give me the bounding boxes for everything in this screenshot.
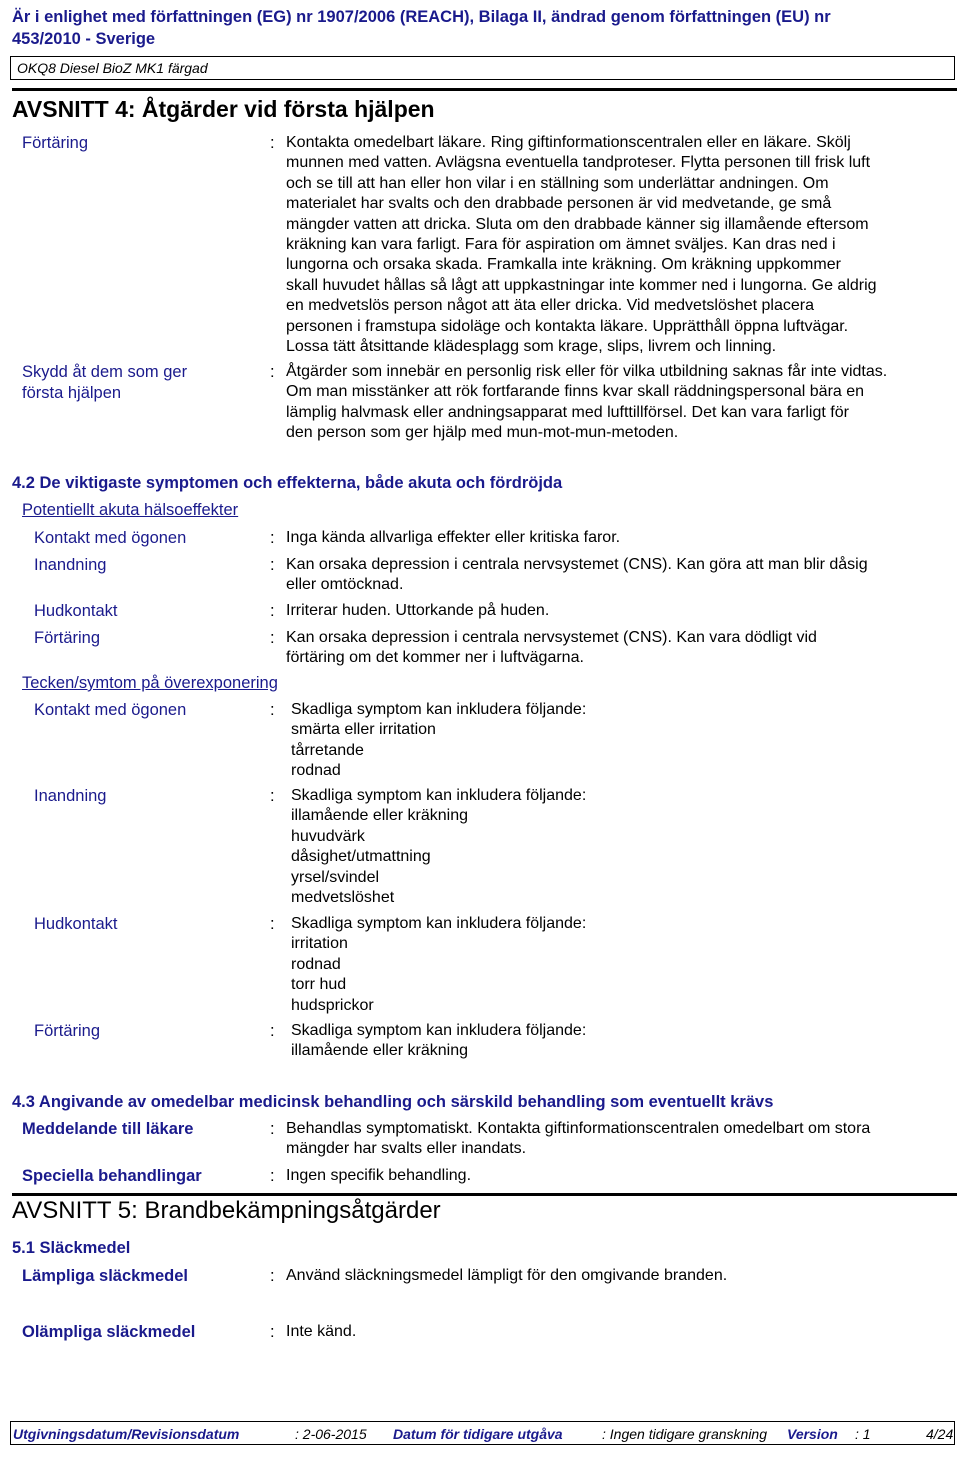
text-line: Skadliga symptom kan inkludera följande: — [291, 915, 587, 932]
footer — [10, 1421, 955, 1445]
text-line: rodnad — [291, 762, 341, 780]
document-title-line1: Är i enlighet med författningen (EG) nr 1907/2006 (REACH), Bilaga II, ändrad genom författningen (EU) nr — [12, 8, 831, 26]
text-line: Skadliga symptom kan inkludera följande: — [291, 787, 587, 804]
colon: : — [270, 1120, 275, 1138]
footer-page-number: 4/24 — [926, 1426, 954, 1442]
text-line: illamående eller kräkning — [291, 807, 468, 825]
text-line: lämplig halvmask eller andningsapparat med lufttillförsel. Det kan vara farligt för — [286, 403, 849, 421]
text-line: lungorna och orsaka skada. Framkalla inte kräkning. Om kräkning uppkommer — [286, 256, 841, 274]
note-to-physician-label: Meddelande till läkare — [22, 1120, 194, 1138]
suitable-media-label: Lämpliga släckmedel — [22, 1267, 188, 1285]
colon: : — [270, 602, 275, 620]
symptom-route-label: Hudkontakt — [34, 915, 118, 933]
footer-version-value: : 1 — [855, 1426, 871, 1442]
colon: : — [270, 915, 275, 933]
subsection-4-2-title: 4.2 De viktigaste symptomen och effekterna, både akuta och fördröjda — [12, 474, 563, 492]
text-line: Behandlas symptomatiskt. Kontakta giftinformationscentralen omedelbart om stora — [286, 1120, 871, 1137]
symptom-route-label: Förtäring — [34, 629, 101, 647]
text-line: och se till att han eller hon vilar i en ställning som underlättar andningen. Om — [286, 174, 829, 192]
product-box — [10, 56, 955, 80]
symptom-text — [291, 914, 586, 1016]
section4-title: AVSNITT 4: Åtgärder vid första hjälpen — [12, 96, 435, 122]
colon: : — [270, 1323, 275, 1341]
text-line: skall huvudet hållas så lågt att uppkastningar inte kommer ned i lungorna. Ge aldrig — [286, 276, 877, 294]
fortaring-text — [286, 133, 877, 357]
skydd-label — [22, 362, 187, 403]
text-line: Kan orsaka depression i centrala nervsystemet (CNS). Kan vara dödligt vid — [286, 629, 817, 646]
symptom-text — [291, 1021, 586, 1062]
footer-date-value: : 2-06-2015 — [295, 1426, 367, 1442]
text-line: Inga kända allvarliga effekter eller kritiska faror. — [286, 529, 621, 546]
document-title-line2: 453/2010 - Sverige — [12, 30, 156, 48]
text-line: Kontakta omedelbart läkare. Ring giftinformationscentralen eller en läkare. Skölj — [286, 134, 851, 151]
overexposure-heading: Tecken/symtom på överexponering — [22, 674, 278, 692]
colon: : — [270, 134, 275, 152]
symptom-route-label: Inandning — [34, 556, 107, 574]
special-treatment-label: Speciella behandlingar — [22, 1167, 202, 1185]
unsuitable-media-text: Inte känd. — [286, 1323, 357, 1340]
section-divider — [12, 1193, 957, 1196]
colon: : — [270, 1167, 275, 1185]
suitable-media-text: Använd släckningsmedel lämpligt för den omgivande branden. — [286, 1267, 728, 1284]
text-line: Irriterar huden. Uttorkande på huden. — [286, 602, 550, 619]
colon: : — [270, 1267, 275, 1285]
skydd-label-line2: första hjälpen — [22, 383, 122, 402]
text-line: Åtgärder som innebär en personlig risk eller för vilka utbildning saknas får inte vidtas. — [286, 363, 888, 380]
acute-effects-heading: Potentiellt akuta hälsoeffekter — [22, 501, 239, 519]
subsection-5-1-title: 5.1 Släckmedel — [12, 1239, 131, 1257]
section-divider — [12, 88, 957, 91]
text-line: personen i framstupa sidoläge och kontakta läkare. Upprätthåll öppna luftvägar. — [286, 317, 849, 335]
text-line: illamående eller kräkning — [291, 1042, 468, 1060]
colon: : — [270, 701, 275, 719]
symptom-route-label: Förtäring — [34, 1022, 101, 1040]
symptom-route-label: Hudkontakt — [34, 602, 118, 620]
text-line: huvudvärk — [291, 827, 365, 845]
text-line: dåsighet/utmattning — [291, 848, 431, 866]
symptom-route-label: Kontakt med ögonen — [34, 529, 187, 547]
colon: : — [270, 629, 275, 647]
symptom-text — [286, 601, 549, 621]
text-line: Skadliga symptom kan inkludera följande: — [291, 1022, 587, 1039]
text-line: Skadliga symptom kan inkludera följande: — [291, 701, 587, 718]
symptom-text — [286, 628, 817, 669]
text-line: mängder vatten att dricka. Sluta om den drabbade känner sig illamående eftersom — [286, 215, 869, 233]
text-line: kräkning kan vara farligt. Fara för aspiration om ämnet sväljes. Kan dras ned i — [286, 236, 836, 254]
text-line: medvetslöshet — [291, 889, 395, 907]
text-line: mängder har svalts eller inandats. — [286, 1140, 527, 1158]
symptom-text — [291, 786, 586, 908]
subsection-4-3-title: 4.3 Angivande av omedelbar medicinsk behandling och särskild behandling som eventuellt krävs — [12, 1093, 774, 1111]
skydd-text — [286, 362, 887, 444]
colon: : — [270, 1022, 275, 1040]
note-to-physician-text — [286, 1119, 870, 1160]
colon: : — [270, 787, 275, 805]
text-line: förtäring om det kommer ner i luftvägarna. — [286, 649, 584, 667]
colon: : — [270, 529, 275, 547]
unsuitable-media-label: Olämpliga släckmedel — [22, 1323, 196, 1341]
symptom-text — [286, 528, 620, 548]
symptom-text — [291, 700, 586, 782]
symptom-route-label: Kontakt med ögonen — [34, 701, 187, 719]
footer-version-label: Version — [787, 1426, 838, 1442]
fortaring-label: Förtäring — [22, 134, 89, 152]
symptom-route-label: Inandning — [34, 787, 107, 805]
text-line: den person som ger hjälp med mun-mot-mun-metoden. — [286, 424, 679, 442]
text-line: smärta eller irritation — [291, 721, 436, 739]
text-line: rodnad — [291, 955, 341, 973]
special-treatment-text: Ingen specifik behandling. — [286, 1167, 472, 1184]
text-line: yrsel/svindel — [291, 868, 380, 886]
text-line: materialet har svalts och den drabbade personen är vid medvetande, ge små — [286, 195, 832, 213]
text-line: Kan orsaka depression i centrala nervsystemet (CNS). Kan göra att man blir dåsig — [286, 556, 868, 573]
text-line: tårretande — [291, 741, 364, 759]
footer-prev-label: Datum för tidigare utgåva — [393, 1426, 563, 1442]
text-line: torr hud — [291, 976, 347, 994]
colon: : — [270, 363, 275, 381]
symptom-text — [286, 555, 868, 596]
text-line: munnen med vatten. Avlägsna eventuella tandproteser. Flytta personen till frisk luft — [286, 154, 871, 172]
text-line: Lossa tätt åtsittande klädesplagg som krage, slips, livrem och linning. — [286, 338, 777, 356]
footer-date-label: Utgivningsdatum/Revisionsdatum — [13, 1426, 240, 1442]
text-line: en medvetslös person något att äta eller dricka. Vid medvetslöshet placera — [286, 297, 814, 315]
colon: : — [270, 556, 275, 574]
text-line: irritation — [291, 935, 348, 953]
product-name: OKQ8 Diesel BioZ MK1 färgad — [17, 60, 208, 76]
text-line: Om man misstänker att rök fortfarande finns kvar skall räddningspersonal bära en — [286, 383, 865, 401]
skydd-label-line1: Skydd åt dem som ger — [22, 363, 188, 381]
text-line: eller omtöcknad. — [286, 576, 404, 594]
text-line: hudsprickor — [291, 996, 374, 1014]
document-title — [12, 6, 942, 50]
section5-title: AVSNITT 5: Brandbekämpningsåtgärder — [12, 1197, 441, 1224]
footer-prev-value: : Ingen tidigare granskning — [602, 1426, 767, 1442]
